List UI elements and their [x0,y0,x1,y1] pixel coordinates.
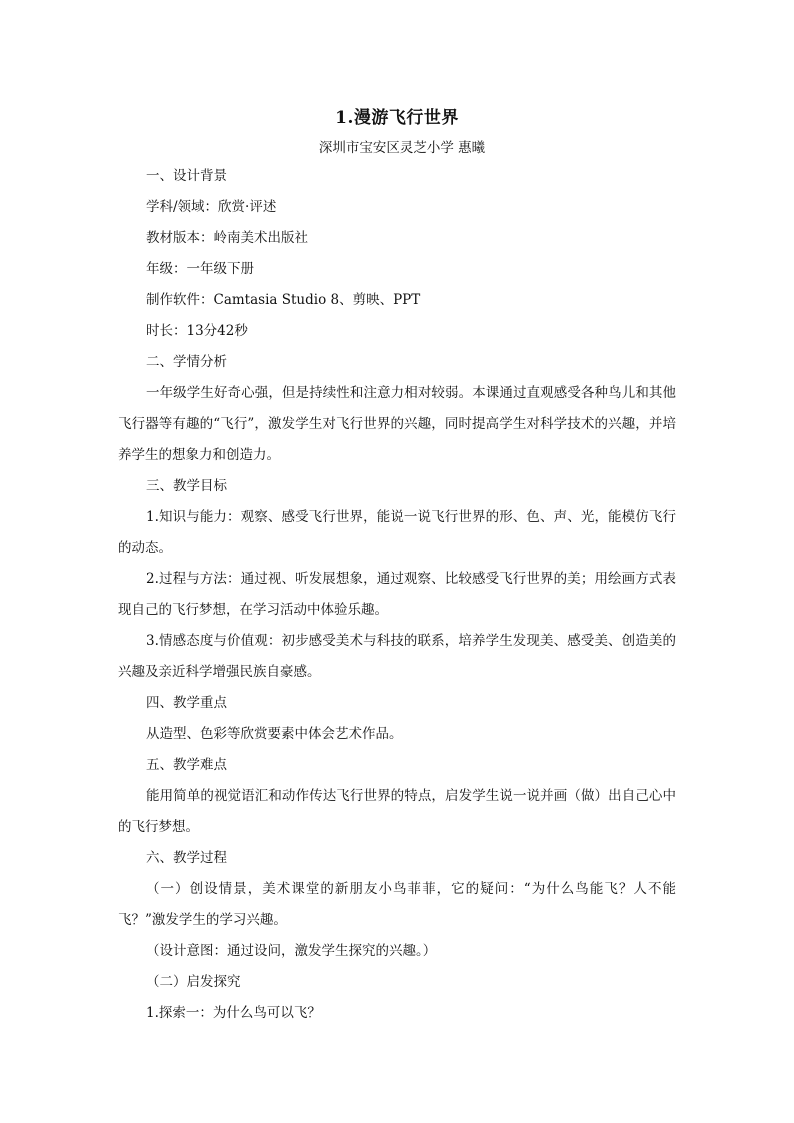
process-design-intent: （设计意图：通过设问，激发学生探究的兴趣。） [146,943,437,959]
section-heading-difficulties: 五、教学难点 [146,757,227,773]
section-heading-background: 一、设计背景 [146,168,227,184]
process-step-2: （二）启发探究 [146,974,241,990]
document-title: 1.漫游飞行世界 [335,108,459,128]
section-heading-objectives: 三、教学目标 [146,478,227,494]
objective-knowledge: 1.知识与能力：观察、感受飞行世界，能说一说飞行世界的形、色、声、光，能模仿飞行的动态。 [118,509,676,556]
textbook-line: 教材版本：岭南美术出版社 [146,230,308,246]
key-points-paragraph: 从造型、色彩等欣赏要素中体会艺术作品。 [146,726,403,742]
difficulties-paragraph: 能用简单的视觉语汇和动作传达飞行世界的特点，启发学生说一说并画（做）出自己心中的飞行梦想。 [118,788,676,835]
section-heading-process: 六、教学过程 [146,850,227,866]
section-heading-key-points: 四、教学重点 [146,695,227,711]
subject-line: 学科/领域：欣赏·评述 [146,199,277,215]
grade-line: 年级：一年级下册 [146,261,254,277]
explore-one: 1.探索一：为什么鸟可以飞？ [146,1005,321,1021]
software-line: 制作软件：Camtasia Studio 8、剪映、PPT [146,292,421,308]
student-analysis-paragraph: 一年级学生好奇心强，但是持续性和注意力相对较弱。本课通过直观感受各种鸟儿和其他飞行器等有趣的“飞行”，激发学生对飞行世界的兴趣，同时提高学生对科学技术的兴趣，并培养学生的想象力和创造力。 [118,385,676,463]
objective-process: 2.过程与方法：通过视、听发展想象，通过观察、比较感受飞行世界的美；用绘画方式表现自己的飞行梦想，在学习活动中体验乐趣。 [118,571,676,618]
duration-line: 时长：13分42秒 [146,323,248,339]
process-step-1: （一）创设情景，美术课堂的新朋友小鸟菲菲，它的疑问：“为什么鸟能飞？人不能飞？”激发学生的学习兴趣。 [118,881,676,928]
objective-emotion: 3.情感态度与价值观：初步感受美术与科技的联系，培养学生发现美、感受美、创造美的兴趣及亲近科学增强民族自豪感。 [118,633,676,680]
document-body [118,161,676,1029]
document-author: 深圳市宝安区灵芝小学 惠曦 [318,140,486,156]
section-heading-student-analysis: 二、学情分析 [146,354,227,370]
